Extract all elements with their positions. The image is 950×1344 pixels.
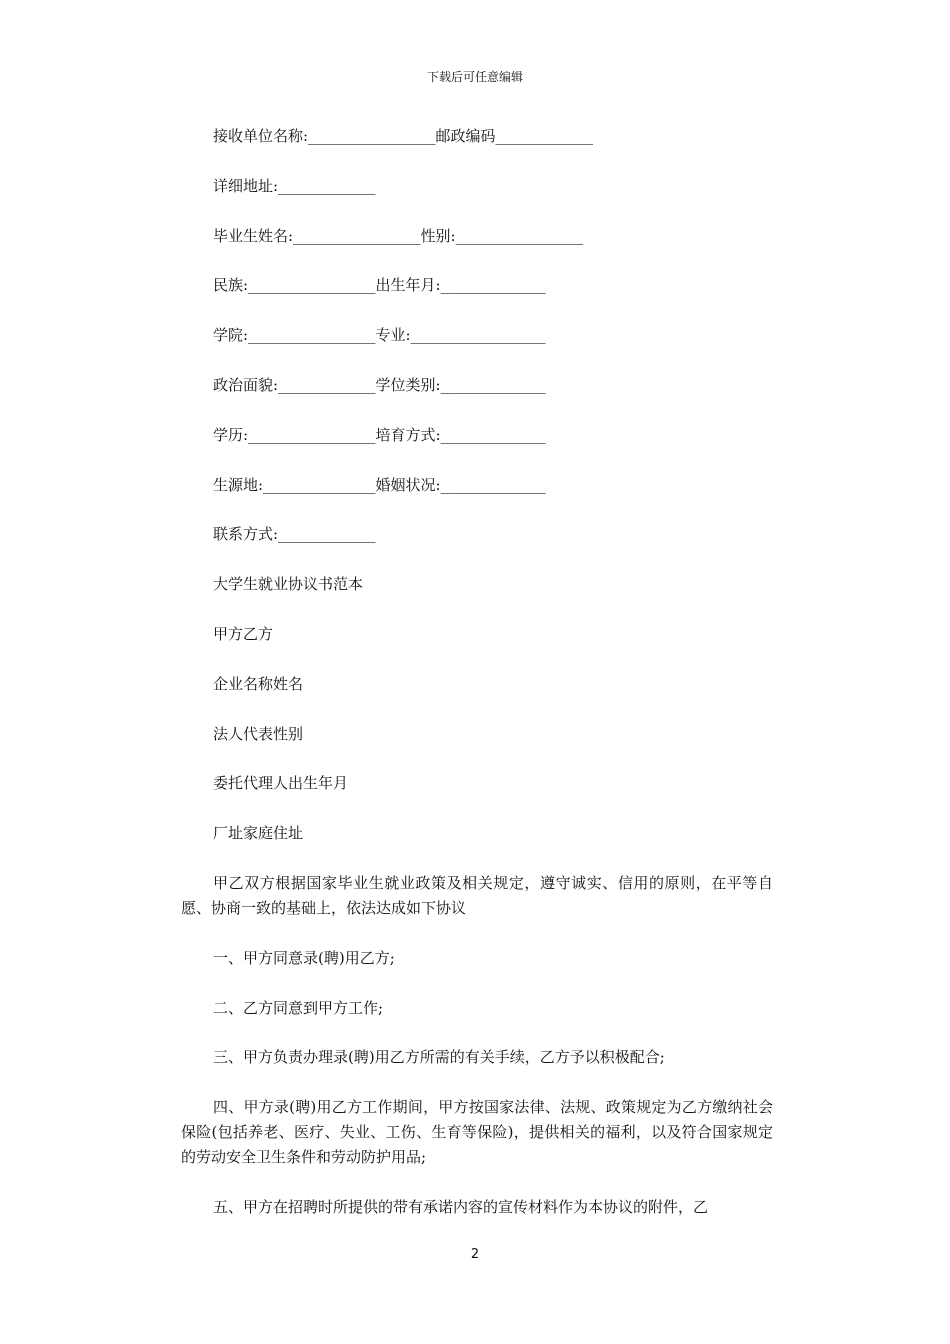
party-line: 法人代表性别 <box>213 724 304 743</box>
form-field-ethnicity: 民族:_________________出生年月:______________ <box>213 276 546 295</box>
form-field-origin: 生源地:_______________婚姻状况:______________ <box>213 475 546 494</box>
clause-4: 四、甲方录(聘)用乙方工作期间，甲方按国家法律、法规、政策规定为乙方缴纳社会保险(包括养老、医疗、失业、工伤、生育等保险)，提供相关的福利，以及符合国家规定的劳动安全卫生条件和劳动防护用品; <box>181 1098 773 1167</box>
party-line: 厂址家庭住址 <box>213 824 304 843</box>
document-body <box>181 124 773 1220</box>
form-field-education: 学历:_________________培育方式:______________ <box>213 425 546 444</box>
agreement-title: 大学生就业协议书范本 <box>213 575 364 594</box>
page-header: 下载后可任意编辑 <box>426 70 523 84</box>
form-field-address: 详细地址:_____________ <box>213 176 376 195</box>
form-field-contact: 联系方式:_____________ <box>213 525 376 544</box>
party-line: 委托代理人出生年月 <box>213 774 349 793</box>
form-field-political-status: 政治面貌:_____________学位类别:______________ <box>213 375 546 394</box>
agreement-preamble: 甲乙双方根据国家毕业生就业政策及相关规定，遵守诚实、信用的原则，在平等自愿、协商一致的基础上，依法达成如下协议 <box>181 873 773 917</box>
clause-3: 三、甲方负责办理录(聘)用乙方所需的有关手续，乙方予以积极配合; <box>213 1048 665 1067</box>
party-line: 甲方乙方 <box>213 624 274 643</box>
form-field-graduate-name: 毕业生姓名:_________________性别:_________________ <box>213 226 584 245</box>
page-number: 2 <box>470 1247 480 1262</box>
form-field-college: 学院:_________________专业:__________________ <box>213 326 546 345</box>
clause-1: 一、甲方同意录(聘)用乙方; <box>213 948 395 967</box>
form-field-receiving-unit: 接收单位名称:_________________邮政编码_____________ <box>213 127 594 145</box>
clause-5-partial: 五、甲方在招聘时所提供的带有承诺内容的宣传材料作为本协议的附件，乙 <box>213 1197 709 1216</box>
party-line: 企业名称姓名 <box>213 674 304 693</box>
clause-2: 二、乙方同意到甲方工作; <box>213 998 384 1017</box>
